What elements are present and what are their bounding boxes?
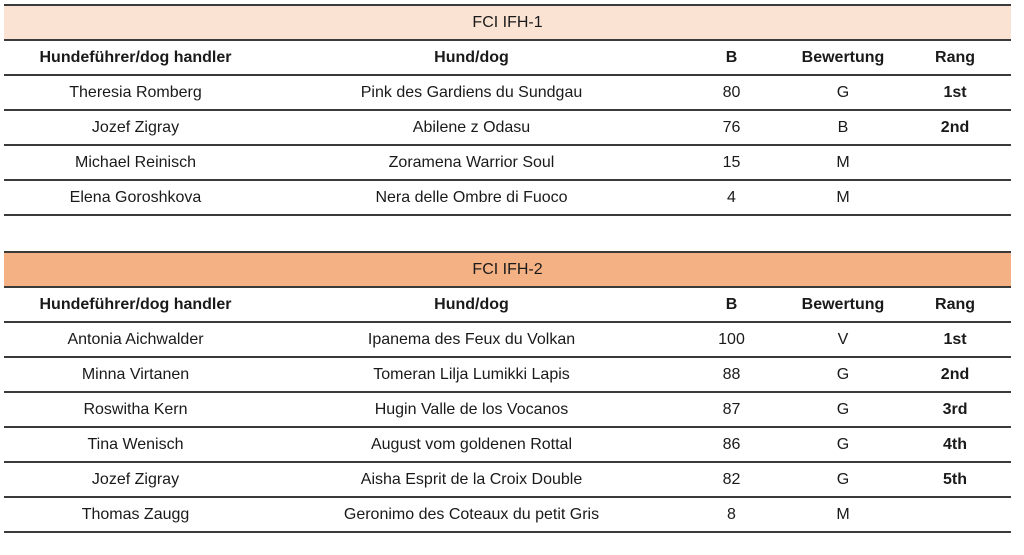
dog-cell: Hugin Valle de los Vocanos [267, 392, 676, 427]
rank-cell: 3rd [899, 392, 1011, 427]
handler-cell: Thomas Zaugg [4, 497, 267, 532]
rating-cell: G [787, 75, 899, 110]
points-cell: 76 [676, 110, 787, 145]
points-cell: 15 [676, 145, 787, 180]
dog-cell: Abilene z Odasu [267, 110, 676, 145]
results-table-ifh2 [4, 251, 1011, 533]
rank-cell: 1st [899, 322, 1011, 357]
table-row [4, 357, 1011, 392]
results-table-ifh1 [4, 4, 1011, 216]
handler-cell: Michael Reinisch [4, 145, 267, 180]
table-row [4, 75, 1011, 110]
dog-cell: August vom goldenen Rottal [267, 427, 676, 462]
table-title: FCI IFH-2 [4, 252, 1011, 287]
table-row [4, 322, 1011, 357]
column-header-row [4, 40, 1011, 75]
points-cell: 86 [676, 427, 787, 462]
table-title-row [4, 252, 1011, 287]
rating-cell: G [787, 462, 899, 497]
rank-cell: 5th [899, 462, 1011, 497]
table-title-row [4, 5, 1011, 40]
header-rank: Rang [899, 40, 1011, 75]
handler-cell: Tina Wenisch [4, 427, 267, 462]
points-cell: 88 [676, 357, 787, 392]
table-row [4, 180, 1011, 215]
rating-cell: M [787, 497, 899, 532]
table-row [4, 462, 1011, 497]
table-row [4, 497, 1011, 532]
rank-cell [899, 180, 1011, 215]
rank-cell [899, 497, 1011, 532]
rank-cell: 4th [899, 427, 1011, 462]
header-handler: Hundeführer/dog handler [4, 40, 267, 75]
dog-cell: Aisha Esprit de la Croix Double [267, 462, 676, 497]
handler-cell: Minna Virtanen [4, 357, 267, 392]
dog-cell: Geronimo des Coteaux du petit Gris [267, 497, 676, 532]
handler-cell: Elena Goroshkova [4, 180, 267, 215]
header-points: B [676, 40, 787, 75]
column-header-row [4, 287, 1011, 322]
rank-cell: 1st [899, 75, 1011, 110]
dog-cell: Ipanema des Feux du Volkan [267, 322, 676, 357]
points-cell: 4 [676, 180, 787, 215]
handler-cell: Antonia Aichwalder [4, 322, 267, 357]
dog-cell: Pink des Gardiens du Sundgau [267, 75, 676, 110]
points-cell: 82 [676, 462, 787, 497]
points-cell: 8 [676, 497, 787, 532]
handler-cell: Roswitha Kern [4, 392, 267, 427]
points-cell: 100 [676, 322, 787, 357]
rating-cell: M [787, 180, 899, 215]
table-row [4, 427, 1011, 462]
rank-cell: 2nd [899, 110, 1011, 145]
header-handler: Hundeführer/dog handler [4, 287, 267, 322]
header-rating: Bewertung [787, 40, 899, 75]
rating-cell: M [787, 145, 899, 180]
rank-cell [899, 145, 1011, 180]
rating-cell: G [787, 357, 899, 392]
header-dog: Hund/dog [267, 40, 676, 75]
header-points: B [676, 287, 787, 322]
table-title: FCI IFH-1 [4, 5, 1011, 40]
points-cell: 87 [676, 392, 787, 427]
rating-cell: B [787, 110, 899, 145]
dog-cell: Zoramena Warrior Soul [267, 145, 676, 180]
rating-cell: G [787, 392, 899, 427]
table-row [4, 110, 1011, 145]
points-cell: 80 [676, 75, 787, 110]
table-row [4, 145, 1011, 180]
dog-cell: Tomeran Lilja Lumikki Lapis [267, 357, 676, 392]
handler-cell: Jozef Zigray [4, 110, 267, 145]
handler-cell: Jozef Zigray [4, 462, 267, 497]
header-rating: Bewertung [787, 287, 899, 322]
rank-cell: 2nd [899, 357, 1011, 392]
handler-cell: Theresia Romberg [4, 75, 267, 110]
header-rank: Rang [899, 287, 1011, 322]
rating-cell: G [787, 427, 899, 462]
rating-cell: V [787, 322, 899, 357]
header-dog: Hund/dog [267, 287, 676, 322]
dog-cell: Nera delle Ombre di Fuoco [267, 180, 676, 215]
table-row [4, 392, 1011, 427]
